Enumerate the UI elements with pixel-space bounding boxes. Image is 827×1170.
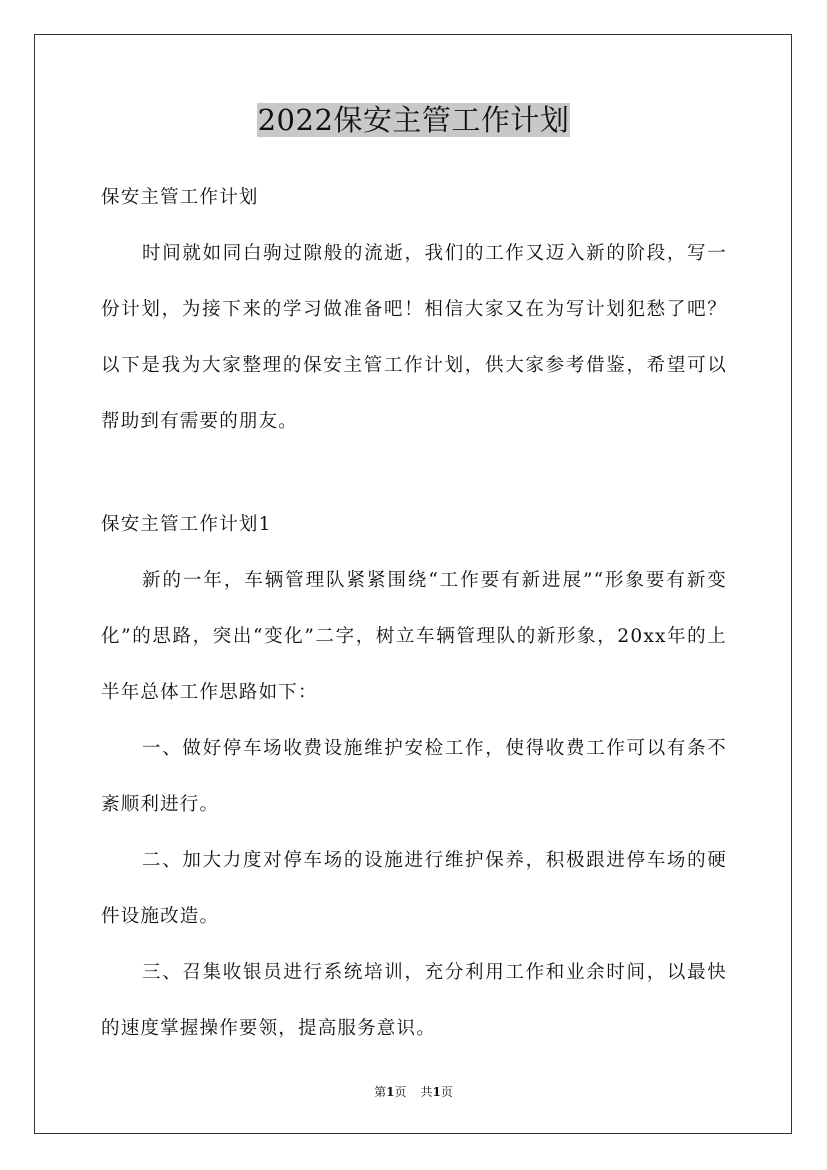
page-number-prefix: 第 xyxy=(374,1085,387,1099)
document-body xyxy=(101,170,727,1057)
document-title-text: 2022保安主管工作计划 xyxy=(257,103,570,137)
body-paragraph: 二、加大力度对停车场的设施进行维护保养，积极跟进停车场的硬件设施改造。 xyxy=(101,850,727,927)
total-pages-suffix: 页 xyxy=(440,1085,453,1099)
total-pages: 1 xyxy=(432,1085,441,1099)
paragraph-gap xyxy=(101,450,727,497)
section-heading: 保安主管工作计划1 xyxy=(101,514,272,535)
document-subtitle: 保安主管工作计划 xyxy=(101,187,259,208)
page-footer xyxy=(0,1083,827,1100)
page-number-suffix: 页 xyxy=(394,1085,407,1099)
body-paragraph: 一、做好停车场收费设施维护安检工作，使得收费工作可以有条不紊顺利进行。 xyxy=(101,738,727,815)
body-paragraph: 三、召集收银员进行系统培训，充分利用工作和业余时间，以最快的速度掌握操作要领，提高服务意识。 xyxy=(101,962,727,1039)
intro-paragraph: 时间就如同白驹过隙般的流逝，我们的工作又迈入新的阶段，写一份计划，为接下来的学习做准备吧！相信大家又在为写计划犯愁了吧？以下是我为大家整理的保安主管工作计划，供大家参考借鉴，希望可以帮助到有需要的朋友。 xyxy=(101,243,727,432)
document-title xyxy=(0,100,827,140)
body-paragraph: 新的一年，车辆管理队紧紧围绕“工作要有新进展”“形象要有新变化”的思路，突出“变化”二字，树立车辆管理队的新形象，20xx年的上半年总体工作思路如下： xyxy=(101,570,727,703)
total-pages-prefix: 共 xyxy=(420,1085,433,1099)
page-number: 1 xyxy=(386,1085,395,1099)
